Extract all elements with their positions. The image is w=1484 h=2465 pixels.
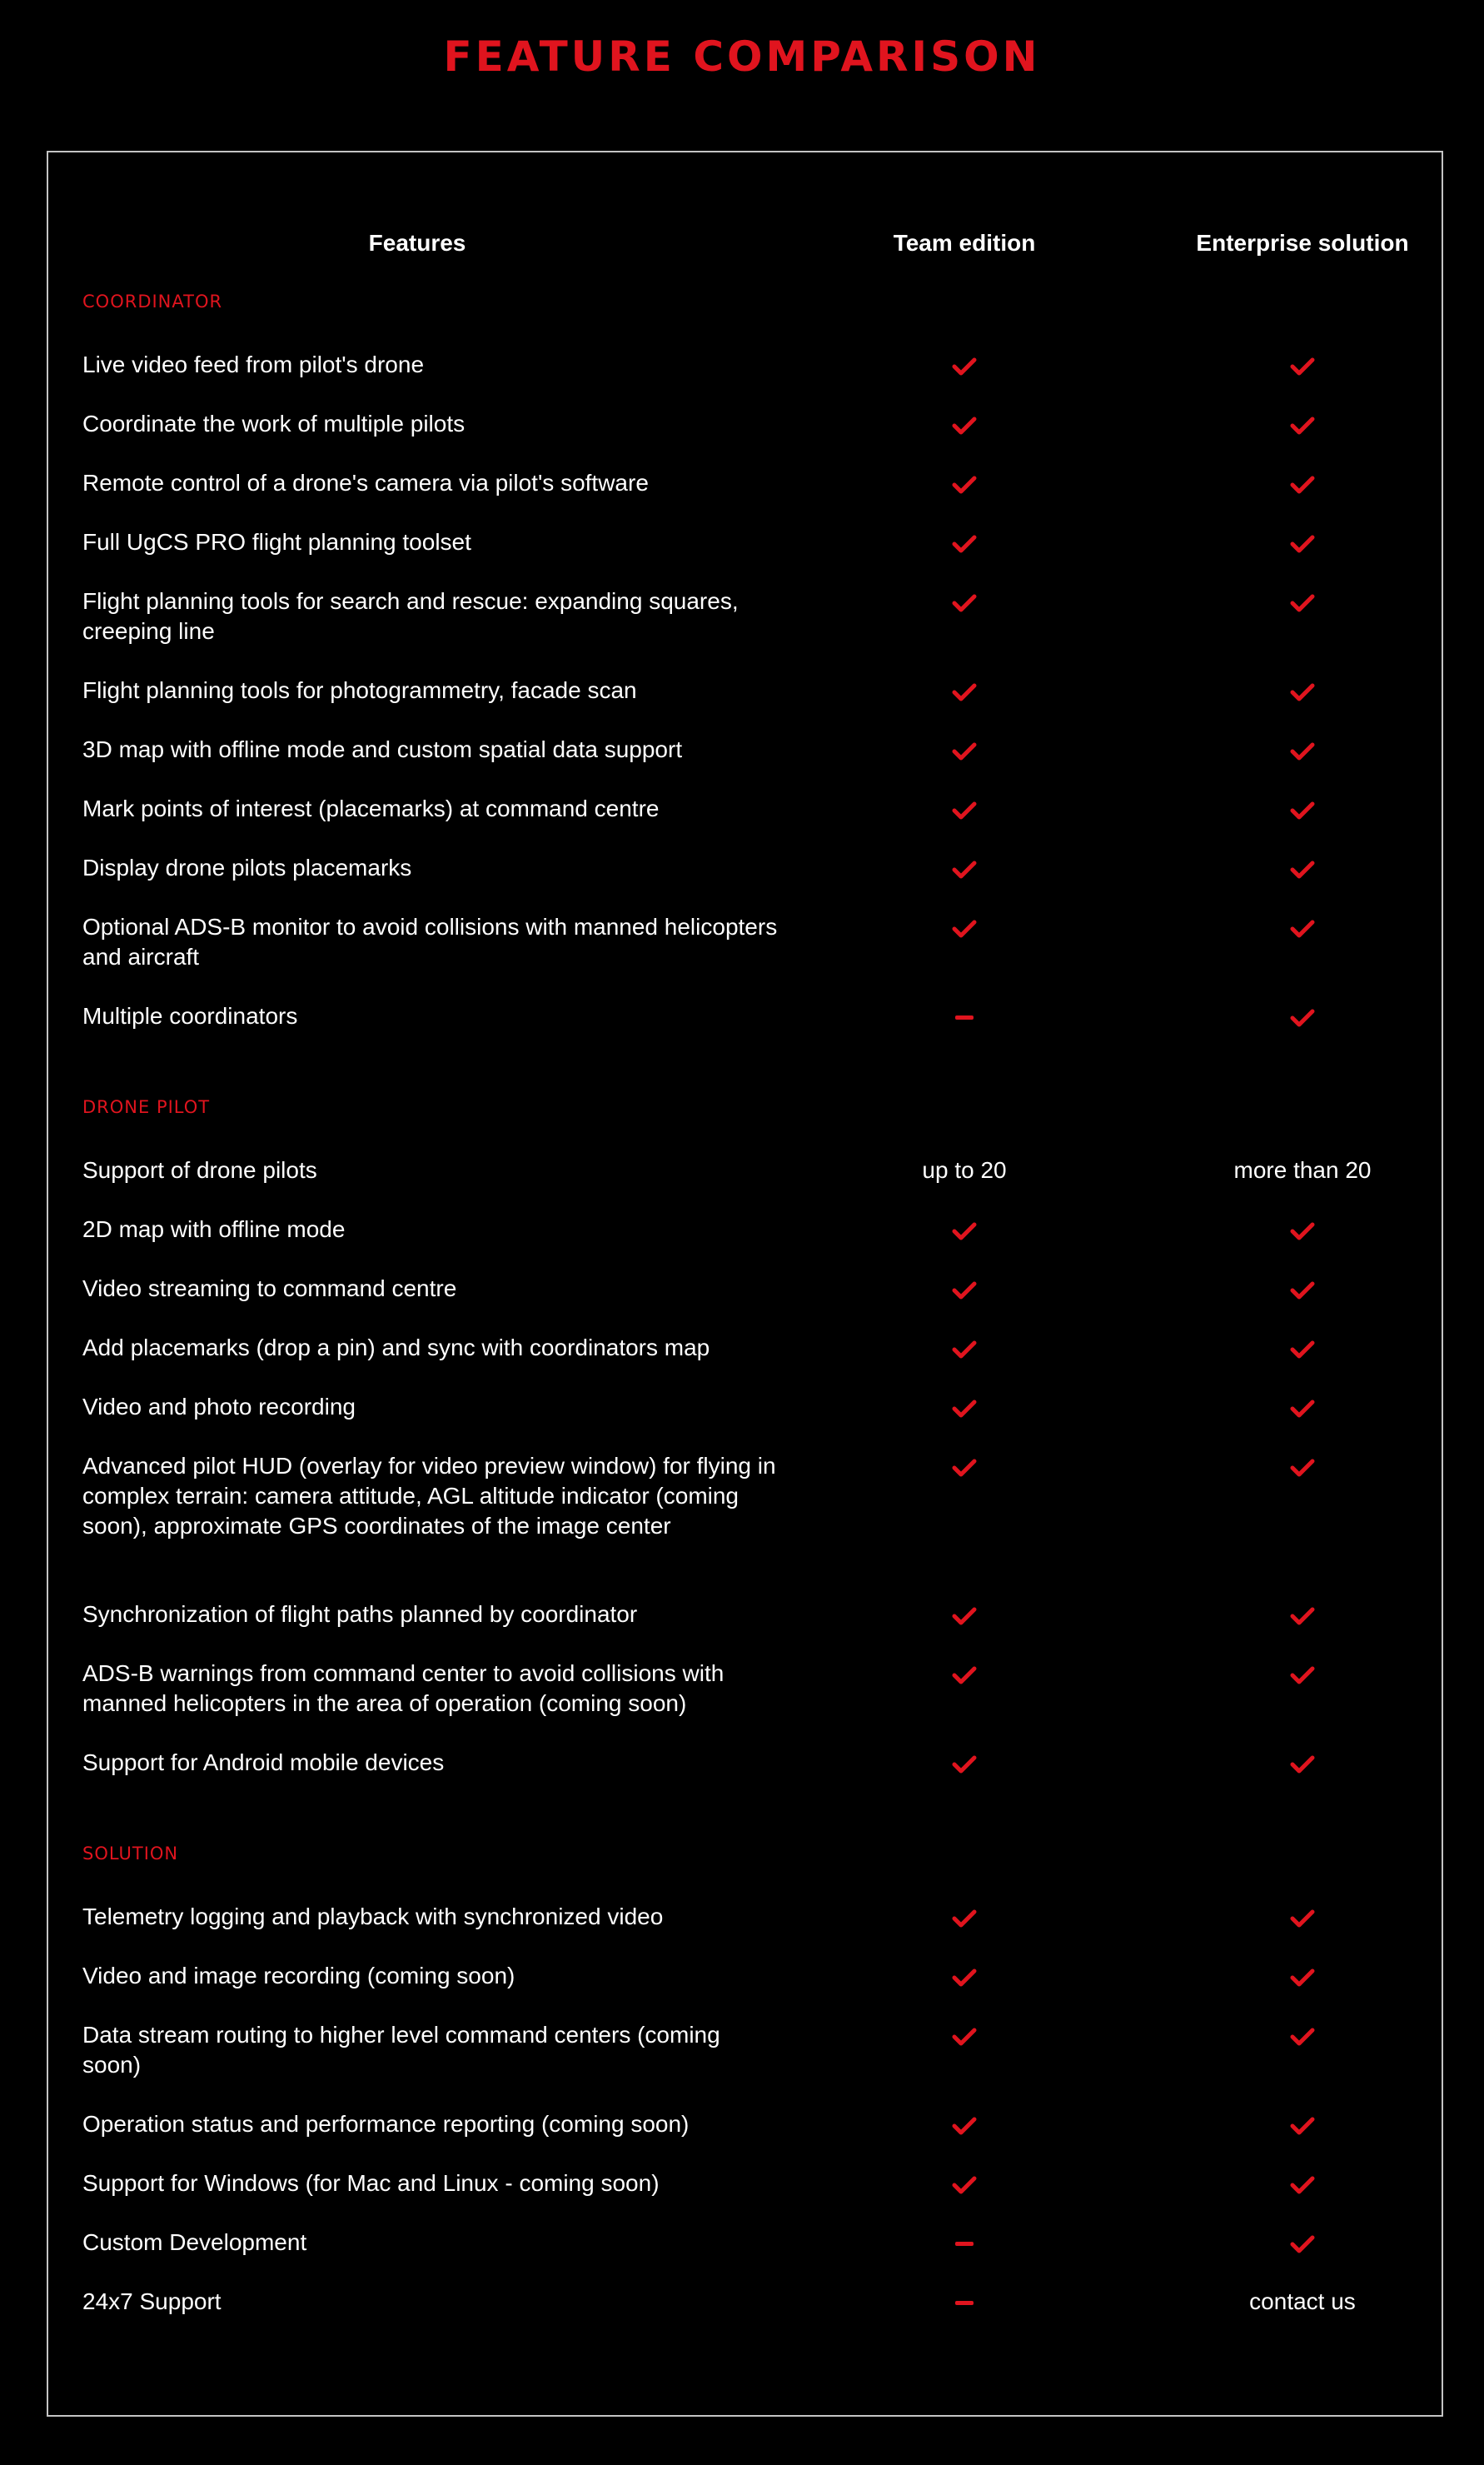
- check-icon: [1290, 1961, 1315, 1991]
- check-icon: [1290, 853, 1315, 883]
- feature-name: 3D map with offline mode and custom spatial data support: [82, 736, 683, 762]
- check-icon: [1290, 735, 1315, 765]
- enterprise-solution-cell: [1133, 853, 1472, 883]
- enterprise-solution-cell: [1133, 1659, 1472, 1689]
- team-edition-cell: [795, 794, 1133, 824]
- enterprise-solution-cell: [1133, 2109, 1472, 2139]
- feature-name: Operation status and performance reporting (coming soon): [82, 2111, 690, 2137]
- team-edition-cell: [795, 1599, 1133, 1629]
- check-icon: [952, 468, 977, 498]
- check-icon: [1290, 1333, 1315, 1363]
- check-icon: [1290, 1748, 1315, 1778]
- check-icon: [1290, 527, 1315, 557]
- dash-icon: [955, 2287, 974, 2317]
- check-icon: [1290, 1215, 1315, 1245]
- feature-name: Remote control of a drone's camera via pilot's software: [82, 470, 649, 496]
- team-edition-cell: [795, 1451, 1133, 1481]
- table-row: [48, 1215, 1442, 1273]
- team-edition-cell: [795, 1274, 1133, 1304]
- feature-name: Add placemarks (drop a pin) and sync with coordinators map: [82, 1335, 710, 1360]
- check-icon: [1290, 676, 1315, 706]
- check-icon: [952, 350, 977, 380]
- check-icon: [952, 1392, 977, 1422]
- feature-name: Data stream routing to higher level command centers (coming soon): [82, 2022, 720, 2078]
- enterprise-solution-cell: [1133, 1274, 1472, 1304]
- check-icon: [952, 794, 977, 824]
- table-row: [48, 676, 1442, 734]
- team-edition-cell: [795, 1748, 1133, 1778]
- team-edition-cell: [795, 1001, 1133, 1031]
- table-row: [48, 912, 1442, 971]
- enterprise-solution-cell: [1133, 1392, 1472, 1422]
- feature-name: Custom Development: [82, 2229, 307, 2255]
- enterprise-solution-cell: [1133, 912, 1472, 942]
- enterprise-solution-cell: [1133, 586, 1472, 616]
- page-title: FEATURE COMPARISON: [443, 32, 1041, 81]
- feature-name: Full UgCS PRO flight planning toolset: [82, 529, 471, 555]
- table-row: [48, 2109, 1442, 2168]
- check-icon: [952, 1599, 977, 1629]
- feature-name: Video and image recording (coming soon): [82, 1963, 515, 1988]
- check-icon: [1290, 1392, 1315, 1422]
- value-text: up to 20: [922, 1157, 1007, 1183]
- team-edition-cell: [795, 527, 1133, 557]
- team-edition-cell: [795, 2228, 1133, 2258]
- check-icon: [1290, 1001, 1315, 1031]
- enterprise-solution-cell: [1133, 1215, 1472, 1245]
- table-row: [48, 1001, 1442, 1060]
- column-header-team-edition: Team edition: [893, 230, 1036, 256]
- check-icon: [1290, 2109, 1315, 2139]
- feature-name: Support of drone pilots: [82, 1157, 317, 1183]
- enterprise-solution-cell: [1133, 1333, 1472, 1363]
- enterprise-solution-cell: [1133, 1599, 1472, 1629]
- check-icon: [952, 912, 977, 942]
- table-header-row: [48, 228, 1442, 287]
- feature-name: Video and photo recording: [82, 1394, 356, 1420]
- feature-name: ADS-B warnings from command center to avoid collisions with manned helicopters in the area of operation (coming soon): [82, 1660, 725, 1716]
- column-header-enterprise-solution: Enterprise solution: [1196, 230, 1409, 256]
- enterprise-solution-cell: [1133, 735, 1472, 765]
- team-edition-cell: [795, 1961, 1133, 1991]
- feature-name: Support for Android mobile devices: [82, 1749, 445, 1775]
- feature-name: Multiple coordinators: [82, 1003, 298, 1029]
- value-text: contact us: [1249, 2288, 1356, 2314]
- check-icon: [952, 676, 977, 706]
- enterprise-solution-cell: [1133, 1748, 1472, 1778]
- dash-icon: [955, 1001, 974, 1031]
- check-icon: [952, 1274, 977, 1304]
- table-row: [48, 1333, 1442, 1391]
- check-icon: [952, 527, 977, 557]
- check-icon: [1290, 1274, 1315, 1304]
- feature-name: Live video feed from pilot's drone: [82, 352, 425, 377]
- table-row: [48, 735, 1442, 793]
- enterprise-solution-cell: [1133, 2168, 1472, 2198]
- table-row: [48, 409, 1442, 467]
- table-row: [48, 853, 1442, 911]
- team-edition-cell: [795, 1902, 1133, 1932]
- check-icon: [1290, 1599, 1315, 1629]
- feature-name: Flight planning tools for search and rescue: expanding squares, creeping line: [82, 588, 739, 644]
- feature-name: Support for Windows (for Mac and Linux - coming soon): [82, 2170, 660, 2196]
- check-icon: [1290, 1451, 1315, 1481]
- team-edition-cell: [795, 350, 1133, 380]
- table-row: [48, 1274, 1442, 1332]
- enterprise-solution-cell: [1133, 1155, 1472, 1185]
- check-icon: [952, 2109, 977, 2139]
- feature-name: 24x7 Support: [82, 2288, 222, 2314]
- check-icon: [952, 1333, 977, 1363]
- check-icon: [952, 735, 977, 765]
- table-row: [48, 2168, 1442, 2227]
- table-row: [48, 1961, 1442, 2019]
- check-icon: [952, 853, 977, 883]
- team-edition-cell: [795, 1333, 1133, 1363]
- feature-name: Optional ADS-B monitor to avoid collisions with manned helicopters and aircraft: [82, 914, 778, 970]
- check-icon: [1290, 2168, 1315, 2198]
- enterprise-solution-cell: [1133, 409, 1472, 439]
- feature-name: Video streaming to command centre: [82, 1275, 457, 1301]
- table-row: [48, 2228, 1442, 2286]
- check-icon: [1290, 350, 1315, 380]
- team-edition-cell: [795, 1659, 1133, 1689]
- check-icon: [952, 1451, 977, 1481]
- table-row: [48, 350, 1442, 408]
- feature-name: Advanced pilot HUD (overlay for video preview window) for flying in complex terrain: camera attitude, AGL altitude indicator (coming soon), approximate GPS coordinates of the image center: [82, 1453, 776, 1539]
- table-row: [48, 1451, 1442, 1539]
- check-icon: [1290, 1902, 1315, 1932]
- team-edition-cell: [795, 2020, 1133, 2050]
- feature-name: Display drone pilots placemarks: [82, 855, 412, 881]
- team-edition-cell: [795, 676, 1133, 706]
- check-icon: [952, 1748, 977, 1778]
- table-row: [48, 1748, 1442, 1806]
- table-row: [48, 1659, 1442, 1717]
- enterprise-solution-cell: [1133, 1961, 1472, 1991]
- table-row: [48, 1155, 1442, 1214]
- team-edition-cell: [795, 2109, 1133, 2139]
- column-header-features: Features: [368, 230, 466, 256]
- team-edition-cell: [795, 853, 1133, 883]
- check-icon: [952, 2168, 977, 2198]
- table-row: [48, 2020, 1442, 2078]
- check-icon: [952, 1215, 977, 1245]
- check-icon: [1290, 409, 1315, 439]
- enterprise-solution-cell: [1133, 2287, 1472, 2317]
- section-label-coordinator: COORDINATOR: [82, 292, 223, 312]
- check-icon: [952, 586, 977, 616]
- enterprise-solution-cell: [1133, 527, 1472, 557]
- check-icon: [952, 1902, 977, 1932]
- dash-icon: [955, 2228, 974, 2258]
- check-icon: [1290, 794, 1315, 824]
- feature-name: Telemetry logging and playback with synchronized video: [82, 1904, 664, 1929]
- table-row: [48, 2287, 1442, 2345]
- team-edition-cell: [795, 1155, 1133, 1185]
- team-edition-cell: [795, 409, 1133, 439]
- check-icon: [1290, 2020, 1315, 2050]
- check-icon: [1290, 468, 1315, 498]
- enterprise-solution-cell: [1133, 2228, 1472, 2258]
- team-edition-cell: [795, 735, 1133, 765]
- table-row: [48, 794, 1442, 852]
- enterprise-solution-cell: [1133, 794, 1472, 824]
- table-row: [48, 527, 1442, 586]
- team-edition-cell: [795, 1215, 1133, 1245]
- table-row: [48, 1392, 1442, 1450]
- table-row: [48, 1599, 1442, 1658]
- value-text: more than 20: [1233, 1157, 1372, 1183]
- enterprise-solution-cell: [1133, 350, 1472, 380]
- table-row: [48, 1902, 1442, 1960]
- feature-name: 2D map with offline mode: [82, 1216, 346, 1242]
- table-row: [48, 586, 1442, 645]
- feature-name: Mark points of interest (placemarks) at command centre: [82, 796, 660, 821]
- enterprise-solution-cell: [1133, 2020, 1472, 2050]
- check-icon: [1290, 912, 1315, 942]
- team-edition-cell: [795, 912, 1133, 942]
- enterprise-solution-cell: [1133, 1451, 1472, 1481]
- team-edition-cell: [795, 2287, 1133, 2317]
- enterprise-solution-cell: [1133, 676, 1472, 706]
- enterprise-solution-cell: [1133, 1001, 1472, 1031]
- team-edition-cell: [795, 468, 1133, 498]
- enterprise-solution-cell: [1133, 1902, 1472, 1932]
- check-icon: [1290, 1659, 1315, 1689]
- feature-name: Flight planning tools for photogrammetry, facade scan: [82, 677, 637, 703]
- feature-name: Coordinate the work of multiple pilots: [82, 411, 466, 437]
- table-row: [48, 468, 1442, 526]
- team-edition-cell: [795, 2168, 1133, 2198]
- section-label-solution: SOLUTION: [82, 1844, 179, 1864]
- enterprise-solution-cell: [1133, 468, 1472, 498]
- check-icon: [952, 1659, 977, 1689]
- team-edition-cell: [795, 1392, 1133, 1422]
- feature-name: Synchronization of flight paths planned by coordinator: [82, 1601, 638, 1627]
- check-icon: [952, 1961, 977, 1991]
- check-icon: [1290, 2228, 1315, 2258]
- check-icon: [1290, 586, 1315, 616]
- check-icon: [952, 409, 977, 439]
- comparison-table: [47, 151, 1443, 2417]
- check-icon: [952, 2020, 977, 2050]
- team-edition-cell: [795, 586, 1133, 616]
- section-label-drone-pilot: DRONE PILOT: [82, 1097, 211, 1117]
